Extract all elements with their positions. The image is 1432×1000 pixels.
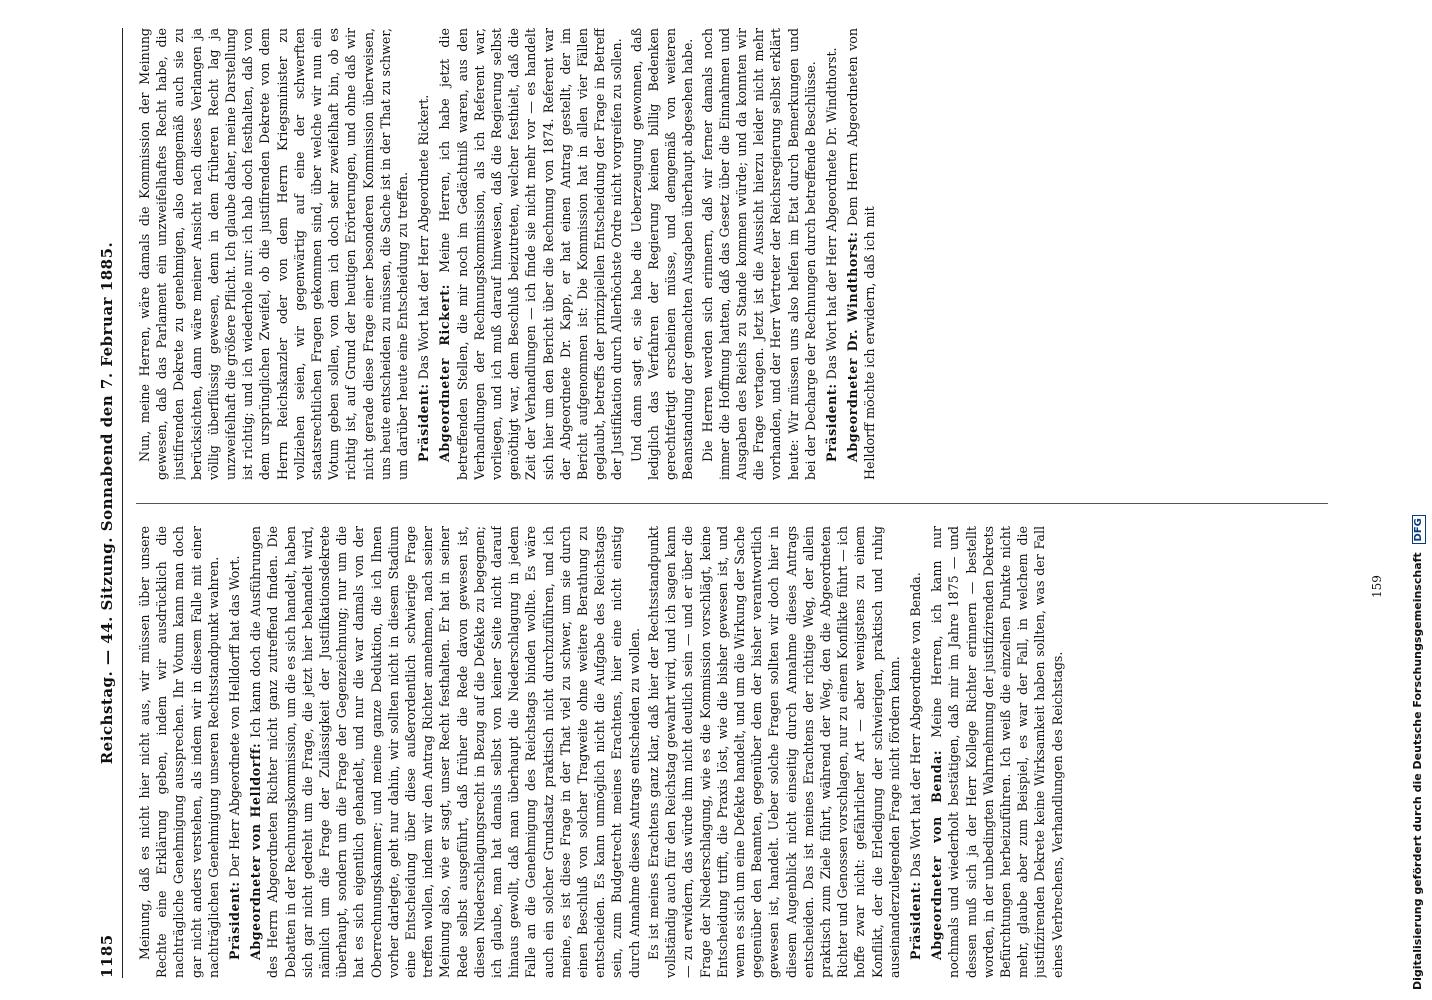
paragraph-text: Meine Herren, ich kann nur nochmals und wiederholt bestätigen, daß mir im Jahre 1875 — und dessen muß sich ja der Herr Kollege Richter erinnern — bestellt worden, in der unbedingten Wahrnehmung der justifizirenden Dekrets Befürchtungen herbeizuführen. Ich weiß die einzelnen Punkte nicht mehr, glaube aber zum Beispiel, es war der Fall, in welchem die justifizirenden Dekrete keine Wirksamkeit haben sollten, was der Fall eines Verbrechens, Verhandlungen des Reichstags. bbox=[929, 526, 1065, 978]
page-content bbox=[88, 28, 1398, 978]
column-divider bbox=[136, 503, 1328, 504]
paragraph-text: Das Wort hat der Herr Abgeordnete Dr. Windthorst. bbox=[823, 47, 839, 380]
speaker-label: Präsident: bbox=[823, 383, 839, 462]
speaker-label: Präsident: bbox=[416, 383, 432, 462]
text-paragraph bbox=[136, 28, 411, 480]
paragraph-text: Das Wort hat der Herr Abgeordnete von Benda. bbox=[907, 572, 923, 878]
paragraph-text: Die Herren werden sich erinnern, daß wir ferner damals noch immer die Hoffnung hatten, daß das Gesetz über die Einnahmen und Ausgaben des Reichs zu Stande kommen würde; und da konnten wir die Frage vertagen. Jetzt ist die Aussicht hierzu leider nicht mehr vorhanden, und der Herr Vertreter der Reichsregierung selbst erklärt heute: Wir müssen uns also helfen im Etat durch Bemerkungen und bei der Decharge der Rechnungen durch betreffende Beschlüsse. bbox=[699, 28, 818, 480]
speaker-label: Abgeordneter von Helldorff: bbox=[248, 742, 264, 960]
text-paragraph bbox=[136, 526, 222, 978]
paragraph-text: Der Herr Abgeordnete von Helldorff hat das Wort. bbox=[227, 555, 243, 878]
speaker-paragraph bbox=[928, 526, 1066, 978]
speaker-label: Abgeordneter Rickert: bbox=[437, 284, 453, 462]
dfg-logo: DFG bbox=[1412, 515, 1426, 544]
speaker-paragraph bbox=[436, 28, 625, 480]
running-head bbox=[98, 28, 122, 978]
text-paragraph bbox=[645, 526, 903, 978]
paragraph-text: Meine Herren, ich habe jetzt die betreffenden Stellen, die mir noch im Gedächtniß waren, aus den Verhandlungen der Rechnungskommission, als ich Referent war, vorliegen, und ich muß darauf hinweisen, daß die Regierung selbst genöthigt war, dem Beschluß beizutreten, welcher festhielt, daß die Zeit der Verhandlungen — ich finde sie nicht mehr vor — es handelt sich hier um den Bericht über die Rechnung von 1874. Referent war der Abgeordnete Dr. Kapp, er hat einen Antrag gestellt, der im Bericht aufgenommen ist: Die Kommission hat in allen vier Fällen geglaubt, betreffs der prinzipiellen Entscheidung der Frage in Betreff der Justifikation durch Allerhöchste Ordre nicht vorgreifen zu sollen. bbox=[437, 28, 625, 480]
text-paragraph bbox=[699, 28, 819, 480]
speaker-paragraph bbox=[247, 526, 643, 978]
speaker-paragraph bbox=[844, 28, 878, 480]
speaker-label: Abgeordneter Dr. Windthorst: bbox=[845, 231, 861, 462]
right-column bbox=[136, 28, 1348, 480]
paragraph-text: Nun, meine Herren, wäre damals die Kommission der Meinung gewesen, daß das Parlament ein unzweifelhaftes Recht habe, die justifirenden Dekrete zu genehmigen, also demgemäß auch sie zu berücksichten, dann wäre meiner Ansicht nach dieses Verlangen ja völlig überflüssig gewesen, denn in dem früheren Recht lag ja unzweifelhaft die größere Pflicht. Ich glaube daher, meine Darstellung ist richtig; und ich wiederhole nur: ich hab doch festhalten, daß von dem ursprünglichen Zweifel, ob die justifirenden Dekrete von dem Herrn Reichskanzler oder von dem Herrn Kriegsminister zu vollziehen seien, wir gegenwärtig auf eine der schwerften staatsrechtlichen Fragen gekommen sind, über welche wir nun ein Votum geben sollen, von dem ich doch sehr zweifelhaft bin, ob es richtig ist, auf Grund der heutigen Erörterungen, und ohne daß wir nicht gerade diese Frage einer besonderen Kommission überweisen, uns heute entscheiden zu müssen, die Sache ist in der That zu schwer, um darüber heute eine Entscheidung zu treffen. bbox=[137, 28, 411, 480]
paragraph-text: Das Wort hat der Herr Abgeordnete Rickert. bbox=[416, 94, 432, 380]
paragraph-text: Dem Herrn Abgeordneten von Helldorff möchte ich erwidern, daß ich mit bbox=[845, 28, 878, 480]
credit-text: Digitalisierung gefördert durch die Deutsche Forschungsgemeinschaft bbox=[1411, 552, 1424, 990]
speaker-paragraph bbox=[415, 28, 432, 480]
paragraph-text: Es ist meines Erachtens ganz klar, daß hier der Rechtsstandpunkt vollständig auch für den Reichstag gewahrt wird, und ich sagen kann — zu erwidern, das würde ihm nicht deutlich sein — und er über die Frage der Niederschlagung, wie es die Kommission vorschlägt, keine Entscheidung trifft, die Praxis löst, wie die bisher gewesen ist, und wenn es sich um eine Defekte handelt, und um die Wirkung der Sache gegenüber den Beamten, gegenüber dem der bisher verantwortlich gewesen ist, handelt. Ueber solche Fragen sollten wir doch hier in diesem Augenblick nicht einseitig durch Annahme dieses Antrags entscheiden. Das ist meines Erachtens der richtige Weg, der allein praktisch zum Ziele führt, während der Weg, den die Abgeordneten Richter und Genossen vorschlagen, nur zu einem Konflikte führt — ich hoffe zwar nicht: gefährlicher Art — aber wenigstens zu einem Konflikt, der die Erledigung der schwierigen, praktisch und ruhig auseinanderzulegenden Frage nicht fördern kann. bbox=[645, 526, 902, 978]
left-column bbox=[136, 526, 1348, 978]
digitization-credit-strip bbox=[1412, 0, 1432, 1000]
page-number: 1185 bbox=[98, 934, 116, 978]
paragraph-text: Meinung, daß es nicht hier nicht aus, wir müssen über unsere Rechte eine Erklärung geben, indem wir ausdrücklich die nachträgliche Genehmigung aussprechen. Ihr Votum kann man doch gar nicht anders verstehen, als indem wir in diesem Falle mit einer nachträglichen Genehmigung unseren Rechtsstandpunkt wahren. bbox=[137, 526, 221, 978]
speaker-paragraph bbox=[226, 526, 243, 978]
speaker-paragraph bbox=[907, 526, 924, 978]
paragraph-text: Ich kann doch die Ausführungen des Herrn Abgeordneten Richter nicht ganz zutreffend finden. Die Debatten in der Rechnungskommission, um die es sich handelt, haben sich gar nicht gedreht um die Frage, die jetzt hier behandelt wird, nämlich um die Frage der Zulässigkeit der Justifikationsdekrete überhaupt, sondern um die Frage der Gegenzeichnung; nur um die hat es sich eigentlich gehandelt, und nur die war damals von der Oberrechnungskammer; und meine ganze Deduktion, die ich Ihnen vorher darlegte, geht nur dahin, wir sollten nicht in diesem Stadium eine Entscheidung über diese außerordentlich schwierige Frage treffen wollen, indem wir den Antrag Richter annehmen, nach seiner Meinung also, wie er sagt, unser Recht festhalten. Er hat in seiner Rede selbst ausgeführt, daß früher die Rede davon gewesen ist, diesen Niederschlagungsrecht in Bezug auf die Defekte zu begegnen; ich glaube, man hat damals selbst von keiner Seite nicht darauf hinaus gewollt, daß man überhaupt die Niederschlagung in jedem Falle an die Genehmigung des Reichstags binden wollte. Es wäre auch ein solcher Grundsatz praktisch nicht durchzuführen, und ich meine, es ist diese Frage in der That viel zu schwer, um sie durch einen Beschluß von solcher Tragweite ohne weitere Berathung zu entscheiden. Es kann unmöglich nicht die Aufgabe des Reichstags sein, zum Budgetrecht meines Erachtens, hier eine nicht einstig durch Annahme dieses Antrags entscheiden zu wollen. bbox=[248, 526, 642, 978]
paragraph-text: Und dann sagt er, sie habe die Ueberzeugung gewonnen, daß lediglich das Verfahren der Regierung keinen billig Bedenken gerechtfertigt erscheinen müsse, und demgemäß von weiteren Beanstandung der gemachten Ausgaben überhaupt abgesehen habe. bbox=[628, 28, 696, 480]
page-header-title: Reichstag. — 44. Sitzung. Sonnabend den 7. Februar 1885. bbox=[98, 241, 116, 765]
header-rule bbox=[122, 28, 123, 978]
speaker-label: Präsident: bbox=[227, 881, 243, 960]
digitization-credit bbox=[1411, 515, 1426, 990]
speaker-label: Präsident: bbox=[907, 881, 923, 960]
speaker-paragraph bbox=[823, 28, 840, 480]
text-paragraph bbox=[628, 28, 697, 480]
speaker-label: Abgeordneter von Benda: bbox=[929, 749, 945, 960]
page-footer-marker: 159 bbox=[1370, 575, 1384, 598]
